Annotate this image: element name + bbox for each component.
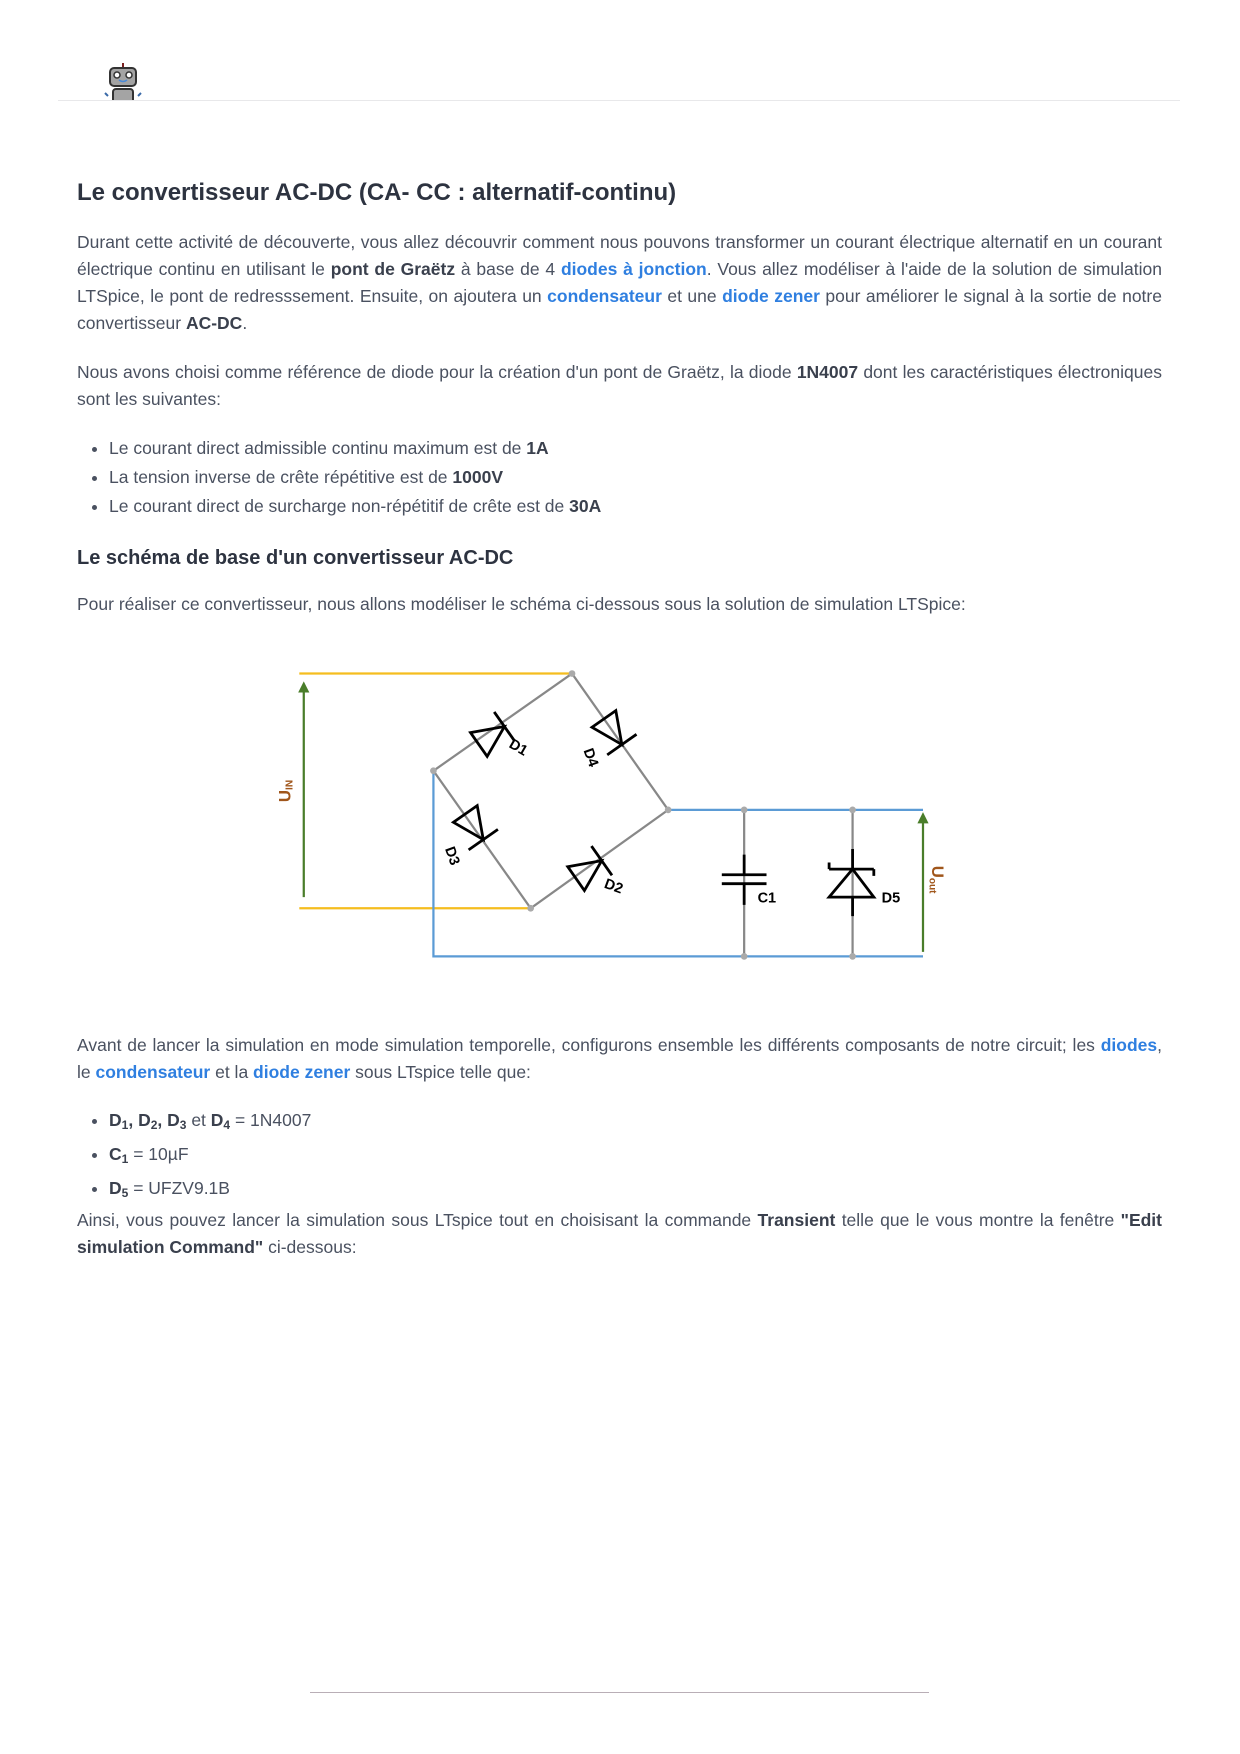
label-d2: D2 xyxy=(602,876,625,898)
text: sous LTspice telle que: xyxy=(350,1062,531,1082)
list-item xyxy=(109,1106,1162,1140)
bold-text: Transient xyxy=(757,1210,836,1230)
text: = 10µF xyxy=(128,1144,189,1164)
bridge-wires xyxy=(433,674,668,909)
text: et xyxy=(186,1110,211,1130)
text: , xyxy=(157,1110,168,1130)
text: Le courant direct admissible continu maximum est de xyxy=(109,438,527,458)
bold-text: 1A xyxy=(526,438,549,458)
list-item xyxy=(109,1174,1162,1208)
section-heading: Le schéma de base d'un convertisseur AC-DC xyxy=(77,547,514,569)
schema-paragraph: Pour réaliser ce convertisseur, nous allons modéliser le schéma ci-dessous sous la solution de simulation LTSpice: xyxy=(77,594,966,614)
text: La tension inverse de crête répétitive est de xyxy=(109,467,453,487)
link-diodes[interactable]: diodes xyxy=(1100,1035,1158,1055)
text: 4 xyxy=(223,1118,231,1132)
diode-paragraph xyxy=(77,359,1162,413)
text: Nous avons choisi comme référence de diode pour la création d'un pont de Graëtz, la diode xyxy=(77,362,797,382)
page-title: Le convertisseur AC-DC (CA- CC : alternatif-continu) xyxy=(77,179,677,206)
text: D xyxy=(210,1110,224,1130)
link-condensateur[interactable]: condensateur xyxy=(547,286,662,306)
label-d5: D5 xyxy=(881,890,901,907)
list-item xyxy=(109,492,1162,521)
footer-divider xyxy=(310,1692,929,1693)
label-uout-sub: out xyxy=(926,877,938,894)
text: et une xyxy=(661,286,723,306)
label-c1: C1 xyxy=(757,890,777,907)
text: , xyxy=(128,1110,139,1130)
label-d1: D1 xyxy=(506,736,531,760)
bold-text: "Edit simulation Command" xyxy=(77,1210,1162,1257)
text: à base de 4 xyxy=(455,259,561,279)
text: . Vous allez modéliser à l'aide de la solution de simulation LTSpice, le pont de redresssement. Ensuite, on ajoutera un xyxy=(77,259,1162,306)
label-uin: U xyxy=(275,789,295,803)
bold-text: 1N4007 xyxy=(796,362,859,382)
text: 5 xyxy=(121,1186,129,1200)
text: 1 xyxy=(121,1152,129,1166)
specs-list xyxy=(77,434,1162,521)
bold-text: 30A xyxy=(569,496,602,516)
label-d3: D3 xyxy=(441,844,463,868)
text: 2 xyxy=(150,1118,158,1132)
text: D xyxy=(109,1110,122,1130)
text: Le courant direct de surcharge non-répétitif de crête est de xyxy=(109,496,570,516)
text: Durant cette activité de découverte, vous allez découvrir comment nous pouvons transformer un courant électrique alternatif en un courant électrique continu en utilisant le xyxy=(77,232,1162,279)
link-diode-zener[interactable]: diode zener xyxy=(253,1062,351,1082)
text: et la xyxy=(210,1062,254,1082)
svg-text:Uout xyxy=(927,866,947,894)
text: 3 xyxy=(179,1118,187,1132)
text: D xyxy=(109,1178,122,1198)
link-diode-zener[interactable]: diode zener xyxy=(722,286,820,306)
text: telle que le vous montre la fenêtre xyxy=(835,1210,1121,1230)
text: = UFZV9.1B xyxy=(128,1178,230,1198)
bold-text: AC-DC xyxy=(185,313,243,333)
input-wires xyxy=(299,674,572,909)
svg-text:UIN xyxy=(275,780,295,802)
output-wires xyxy=(433,771,923,957)
link-condensateur[interactable]: condensateur xyxy=(95,1062,211,1082)
text: . xyxy=(242,313,248,333)
text: dont les caractéristiques électroniques sont les suivantes: xyxy=(77,362,1162,409)
text: 1 xyxy=(121,1118,129,1132)
label-d4: D4 xyxy=(579,746,602,770)
text: = 1N4007 xyxy=(230,1110,312,1130)
header-divider xyxy=(58,100,1180,101)
text: C xyxy=(109,1144,122,1164)
config-list xyxy=(77,1106,1162,1208)
text: Avant de lancer la simulation en mode simulation temporelle, configurons ensemble les différents composants de notre circuit; les xyxy=(77,1035,1101,1055)
text: D xyxy=(167,1110,180,1130)
simulation-paragraph xyxy=(77,1207,1162,1261)
link-diodes-jonction[interactable]: diodes à jonction xyxy=(560,259,707,279)
text: D xyxy=(138,1110,151,1130)
intro-paragraph xyxy=(77,229,1162,337)
text: , le xyxy=(77,1035,1162,1082)
text: ci-dessous: xyxy=(263,1237,357,1257)
text: Ainsi, vous pouvez lancer la simulation sous LTspice tout en choisisant la commande xyxy=(77,1210,758,1230)
converter-circuit-diagram xyxy=(268,659,961,972)
bold-text: pont de Graëtz xyxy=(330,259,456,279)
config-paragraph xyxy=(77,1032,1162,1086)
list-item xyxy=(109,434,1162,463)
robot-logo xyxy=(100,60,146,100)
label-uin-sub: IN xyxy=(284,779,296,790)
list-item xyxy=(109,463,1162,492)
bold-text: 1000V xyxy=(452,467,504,487)
text: pour améliorer le signal à la sortie de notre convertisseur xyxy=(77,286,1162,333)
list-item xyxy=(109,1140,1162,1174)
label-uout: U xyxy=(927,865,947,878)
